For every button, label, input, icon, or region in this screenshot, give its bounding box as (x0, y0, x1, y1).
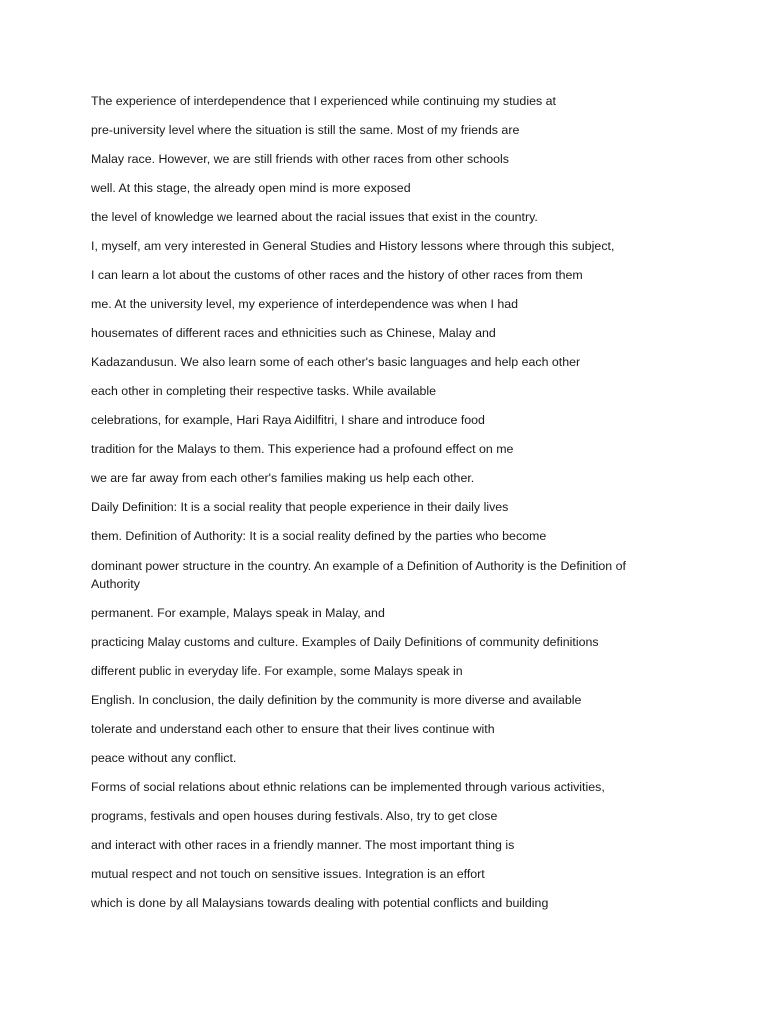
text-line: dominant power structure in the country. An example of a Definition of Authority is the Definition of Authority (91, 559, 626, 591)
text-line: each other in completing their respective tasks. While available (91, 384, 437, 398)
text-line: me. At the university level, my experience of interdependence was when I had (91, 297, 519, 311)
text-line: programs, festivals and open houses during festivals. Also, try to get close (91, 809, 498, 823)
text-line: celebrations, for example, Hari Raya Aidilfitri, I share and introduce food (91, 413, 485, 427)
text-line: we are far away from each other's families making us help each other. (91, 471, 475, 485)
text-line: housemates of different races and ethnicities such as Chinese, Malay and (91, 326, 496, 340)
text-line: the level of knowledge we learned about the racial issues that exist in the country. (91, 210, 538, 224)
text-line: I can learn a lot about the customs of other races and the history of other races from them (91, 268, 583, 282)
document-body (91, 93, 661, 924)
text-line: Forms of social relations about ethnic relations can be implemented through various activities, (91, 780, 605, 794)
text-line: Kadazandusun. We also learn some of each other's basic languages and help each other (91, 355, 581, 369)
text-line: different public in everyday life. For example, some Malays speak in (91, 664, 463, 678)
text-line: Malay race. However, we are still friends with other races from other schools (91, 152, 510, 166)
text-line: which is done by all Malaysians towards dealing with potential conflicts and building (91, 896, 549, 910)
text-line: permanent. For example, Malays speak in Malay, and (91, 606, 385, 620)
text-line: Daily Definition: It is a social reality that people experience in their daily lives (91, 500, 509, 514)
text-line: them. Definition of Authority: It is a social reality defined by the parties who become (91, 529, 547, 543)
text-line: and interact with other races in a friendly manner. The most important thing is (91, 838, 515, 852)
text-line: pre-university level where the situation is still the same. Most of my friends are (91, 123, 520, 137)
text-line: mutual respect and not touch on sensitive issues. Integration is an effort (91, 867, 485, 881)
text-line: I, myself, am very interested in General Studies and History lessons where through this subject, (91, 239, 615, 253)
text-line: peace without any conflict. (91, 751, 237, 765)
text-line: English. In conclusion, the daily definition by the community is more diverse and available (91, 693, 582, 707)
text-line: tradition for the Malays to them. This experience had a profound effect on me (91, 442, 514, 456)
text-line: practicing Malay customs and culture. Examples of Daily Definitions of community definitions (91, 635, 599, 649)
text-line: tolerate and understand each other to ensure that their lives continue with (91, 722, 495, 736)
text-line: The experience of interdependence that I experienced while continuing my studies at (91, 94, 556, 108)
text-line: well. At this stage, the already open mind is more exposed (91, 181, 411, 195)
